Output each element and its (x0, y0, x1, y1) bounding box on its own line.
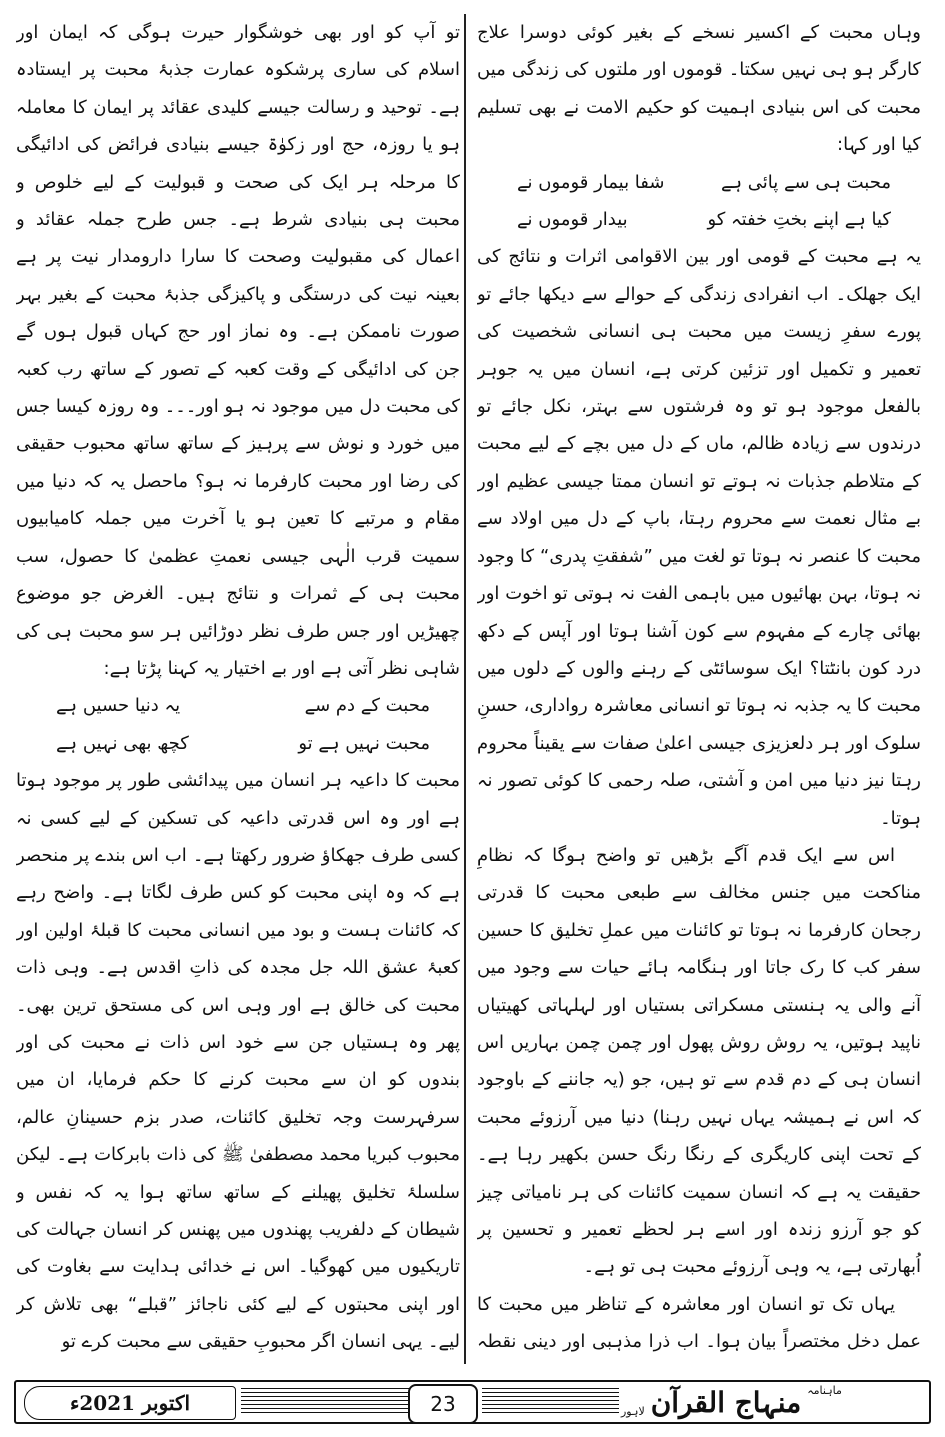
page-number: 23 (408, 1384, 478, 1424)
verse-line: یہ دنیا حسیں ہے (56, 695, 181, 717)
verse-line: محبت ہی سے پائی ہے (720, 171, 891, 193)
magazine-city: لاہور (621, 1405, 645, 1418)
paragraph: محبت کا داعیہ ہر انسان میں پیدائشی طور پر موجود ہوتا ہے اور وہ اس قدرتی داعیہ کی تسکین کے لیے کسی نہ کسی طرف جھکاؤ ضرور رکھتا ہے۔ اب اس بندے پر منحصر ہے کہ وہ اپنی محبت کو کس طرف لگاتا ہے۔ واضح رہے کہ کائنات ہست و بود میں انسانی محبت کا قبلۂ اولین اور کعبۂ عشق اللہ جل مجدہ کی ذاتِ اقدس ہے۔ وہی ذات محبت کی خالق ہے اور وہی اس کی مستحق ترین بھی۔ پھر وہ ہستیاں جن سے خود اس ذات نے محبت کی اور بندوں کو ان سے محبت کرنے کا حکم فرمایا، ان میں سرفہرست وجہ تخلیق کائنات، صدر بزم حسینانِ عالم، محبوب کبریا محمد مصطفیٰ ﷺ کی ذات بابرکات ہے۔ لیکن سلسلۂ تخلیق پھیلنے کے ساتھ ساتھ ہوا یہ کہ نفس و شیطان کے دلفریب پھندوں میں پھنس کر انسان جہالت کی تاریکیوں میں کھوگیا۔ اس نے خدائی ہدایت سے بغاوت کی اور اپنی محبتوں کے لیے کئی ناجائز ”قبلے“ بھی تلاش کر لیے۔ یہی انسان اگر محبوبِ حقیقی سے محبت کرے تو (16, 770, 460, 1353)
paragraph: تو آپ کو اور بھی خوشگوار حیرت ہوگی کہ ایمان اور اسلام کی ساری پرشکوہ عمارت جذبۂ محبت پر ایستادہ ہے۔ توحید و رسالت جیسے کلیدی عقائد پر ایمان کا معاملہ ہو یا روزہ، حج اور زکوٰۃ جیسے بنیادی فرائض کی ادائیگی کا مرحلہ ہر ایک کی صحت و قبولیت کے لیے خلوص و محبت ہی بنیادی شرط ہے۔ جس طرح جملہ عقائد و اعمال کی مقبولیت وصحت کا سارا دارومدار نیت پر ہے بعینہ نیت کی درستگی و پاکیزگی جذبۂ محبت کے بغیر بہر صورت ناممکن ہے۔ وہ نماز اور حج کہاں قبول ہوں گے جن کی ادائیگی کے وقت کعبہ کے تصور کے ساتھ رب کعبہ کی محبت دل میں موجود نہ ہو اور۔۔۔ وہ روزہ کیسا جس میں خورد و نوش سے پرہیز کے ساتھ ساتھ محبوب حقیقی کی رضا اور محبت کارفرما نہ ہو؟ ماحصل یہ کہ دنیا میں مقام و مرتبے کا تعین ہو یا آخرت میں جملہ کامیابیوں سمیت قرب الٰہی جیسی نعمتِ عظمیٰ کا حصول، سب محبت ہی کے ثمرات و نتائج ہیں۔ الغرض جو موضوع چھیڑیں اور جس طرف نظر دوڑائیں ہر سو محبت ہی کی شاہی نظر آتی ہے اور بے اختیار یہ کہنا پڑتا ہے: (16, 22, 460, 679)
poetry-couplet (16, 687, 460, 724)
verse-line: محبت نہیں ہے تو (298, 732, 430, 754)
verse-line: بیدار قوموں نے (517, 209, 628, 231)
poetry-couplet (477, 201, 921, 238)
column-divider (464, 14, 466, 1364)
article-column-right (477, 14, 921, 1364)
decorative-rule (482, 1388, 619, 1416)
paragraph: یہ ہے محبت کے قومی اور بین الاقوامی اثرات و نتائج کی ایک جھلک۔ اب انفرادی زندگی کے حوالے سے دیکھا جائے تو پورے سفرِ زیست میں محبت ہی انسانی شخصیت کی تعمیر و تکمیل اور تزئین کرتی ہے، انسان میں یہ جوہر بالفعل موجود ہو تو وہ فرشتوں سے بہتر، نکل جائے تو درندوں سے زیادہ ظالم، ماں کے دل میں بچے کے لیے محبت کے متلاطم جذبات نہ ہوتے تو انسان ممتا جیسی عظیم اور بے مثال نعمت سے محروم رہتا، باپ کے دل میں اولاد سے محبت کا عنصر نہ ہوتا تو لغت میں ”شفقتِ پدری“ کا وجود نہ ہوتا، بہن بھائیوں میں باہمی الفت نہ ہوتی تو اخوت اور بھائی چارے کے مفہوم سے کون آشنا ہوتا اور آپس کے دکھ درد کون بانٹتا؟ ایک سوسائٹی کے رہنے والوں کے دلوں میں محبت کا یہ جذبہ نہ ہوتا تو انسانی معاشرہ رواداری، حسنِ سلوک اور ہر دلعزیزی جیسی اعلیٰ صفات سے یقیناً محروم رہتا نیز دنیا میں امن و آشتی، صلہ رحمی کا کوئی تصور نہ ہوتا۔ (477, 246, 921, 829)
magazine-label: ماہنامہ (807, 1384, 842, 1397)
paragraph: اس سے ایک قدم آگے بڑھیں تو واضح ہوگا کہ نظامِ مناکحت میں جنس مخالف سے طبعی محبت کا قدرتی رجحان کارفرما نہ ہوتا تو کائنات میں عملِ تخلیق کا حسین سفر کب کا رک جاتا اور ہنگامہ ہائے حیات سے وجود میں آنے والی یہ ہنستی مسکراتی بستیاں اور لہلہاتی کھیتیاں ناپید ہوتیں، یہ روش روش پھول اور چمن چمن بہاریں اس انسان ہی کے دم قدم سے تو ہیں، جو (یہ جاننے کے باوجود کہ اس نے ہمیشہ یہاں نہیں رہنا) دنیا میں آرزوئے محبت کے تحت اپنی کاریگری کے رنگا رنگ حسن بکھیر رہا ہے۔ حقیقت یہ ہے کہ انسان سمیت کائنات کی ہر نامیاتی چیز کو جو آرزو زندہ اور اسے ہر لحظے تعمیر و تحسین پر اُبھارتی ہے، یہ وہی آرزوئے محبت ہی تو ہے۔ (477, 844, 921, 1278)
verse-line: محبت کے دم سے (304, 695, 430, 717)
page-footer (14, 1380, 931, 1424)
paragraph: وہاں محبت کے اکسیر نسخے کے بغیر کوئی دوسرا علاج کارگر ہو ہی نہیں سکتا۔ قوموں اور ملتوں کی زندگی میں محبت کی اس بنیادی اہمیت کو حکیم الامت نے بھی تسلیم کیا اور کہا: (477, 22, 921, 156)
issue-date: اکتوبر 2021ء (24, 1386, 236, 1420)
verse-line: شفا بیمار قوموں نے (517, 171, 665, 193)
verse-line: کچھ بھی نہیں ہے (56, 732, 189, 754)
article-column-left (16, 14, 460, 1364)
poetry-couplet (477, 164, 921, 201)
paragraph: یہاں تک تو انسان اور معاشرہ کے تناظر میں محبت کا عمل دخل مختصراً بیان ہوا۔ اب ذرا مذہبی اور دینی نقطہ (477, 1293, 921, 1353)
magazine-name: منہاج القرآن (650, 1385, 802, 1419)
verse-line: کیا ہے اپنے بختِ خفتہ کو (707, 209, 891, 231)
decorative-rule (241, 1388, 419, 1416)
magazine-logo (621, 1382, 921, 1422)
poetry-couplet (16, 725, 460, 762)
